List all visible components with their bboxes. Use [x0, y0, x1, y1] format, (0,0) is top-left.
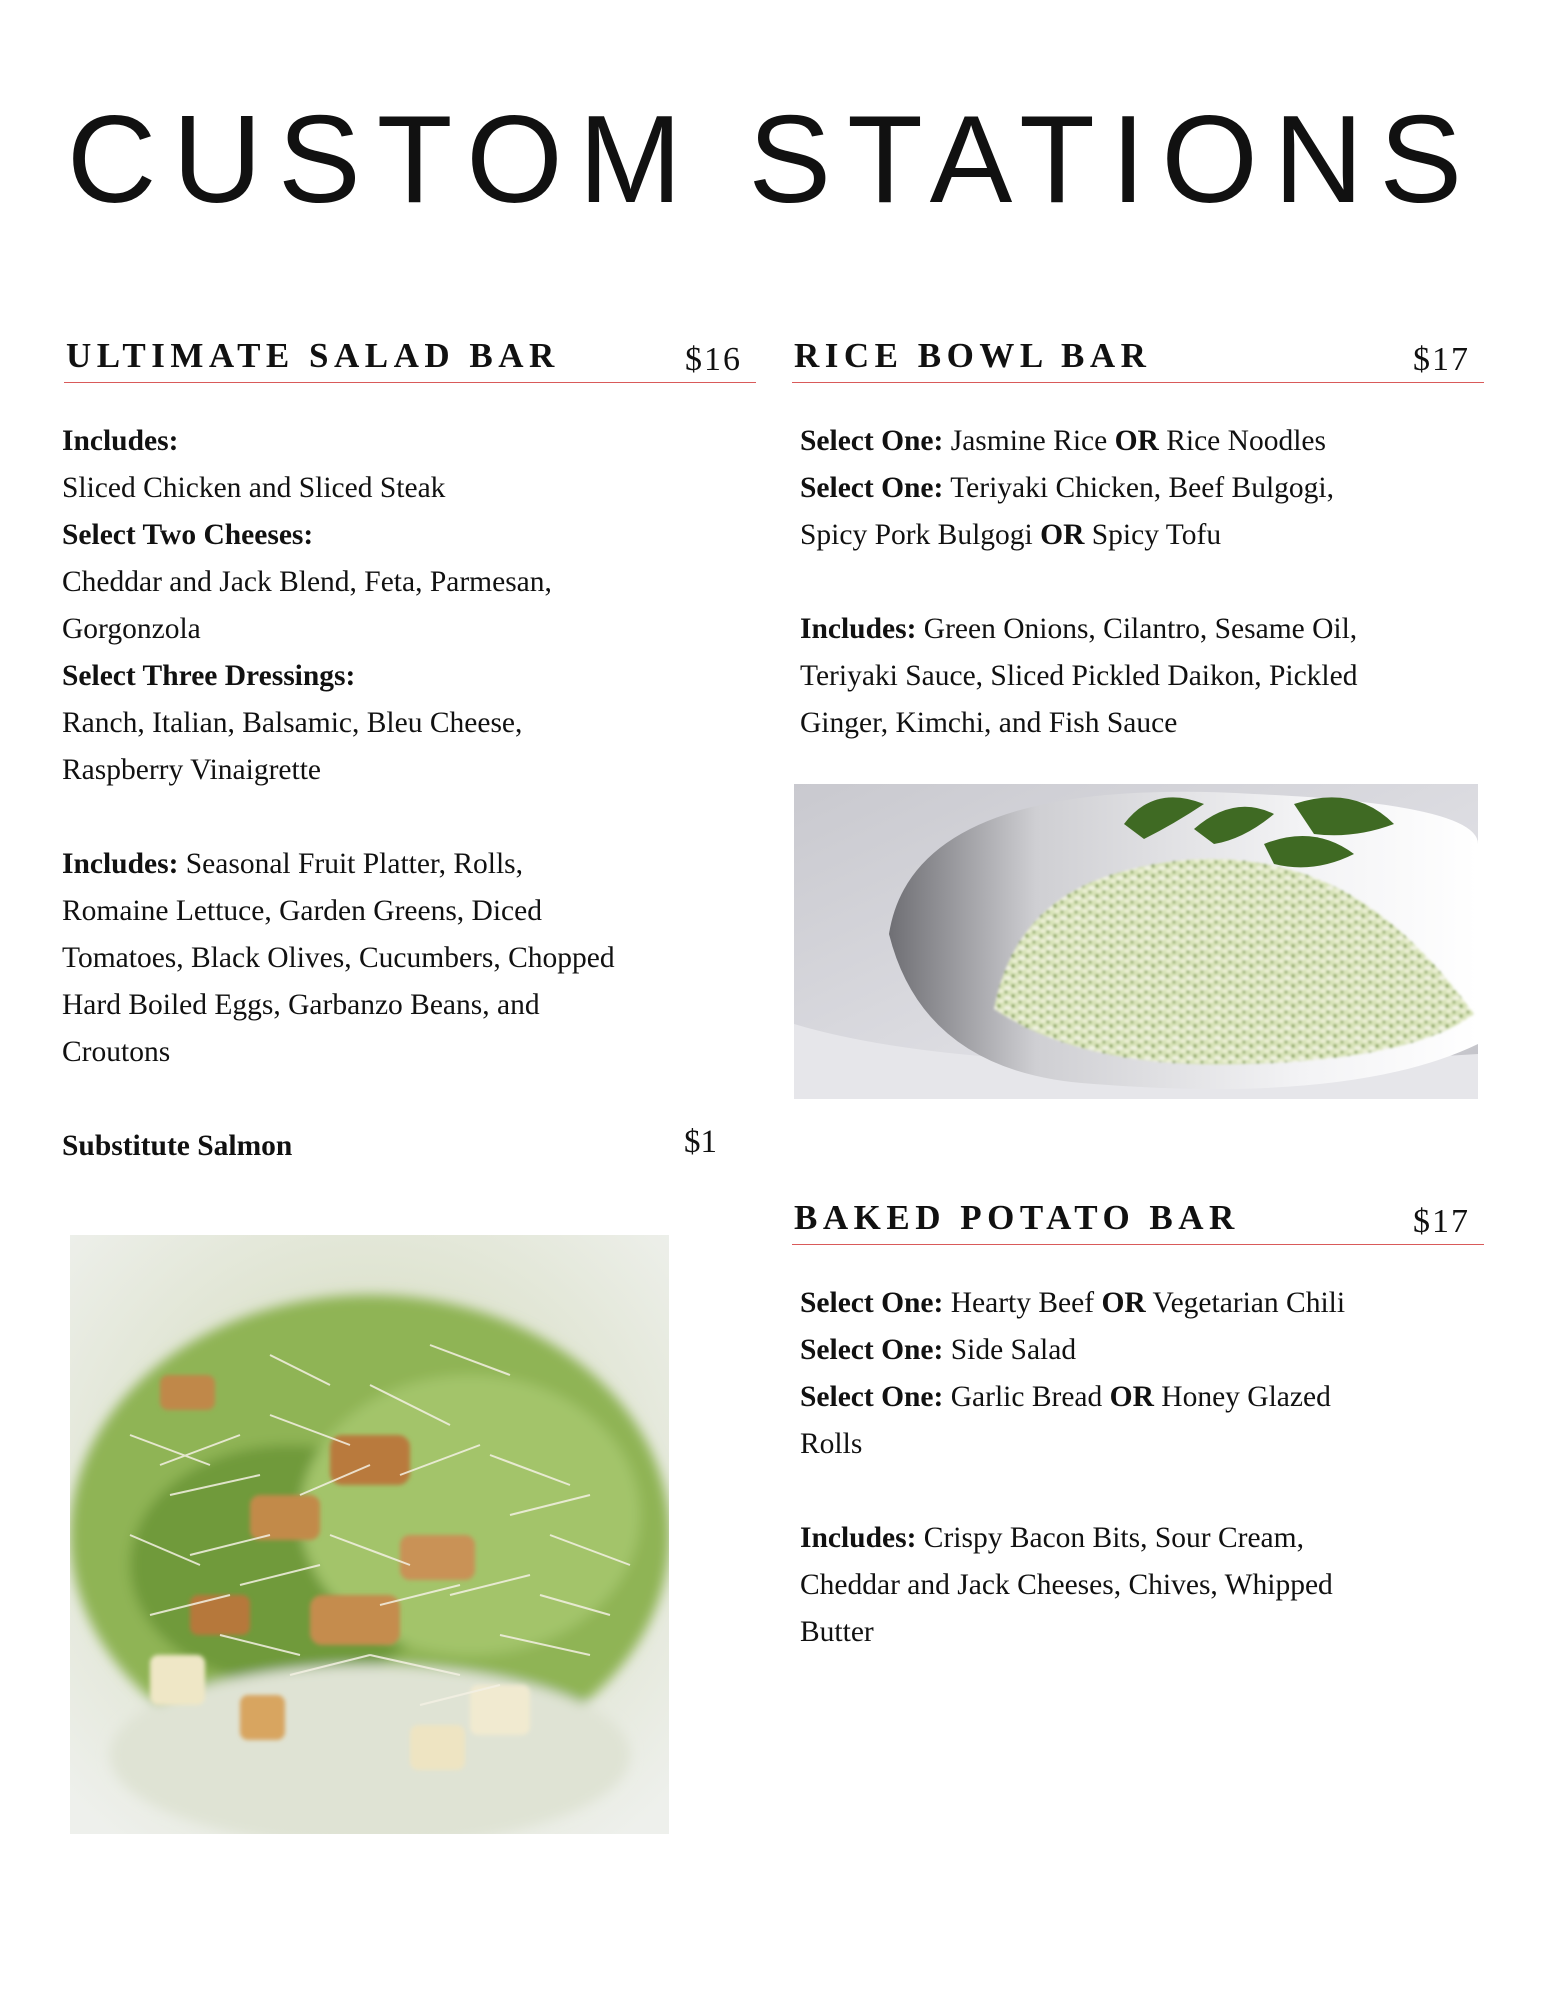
salad-includes2-line: Romaine Lettuce, Garden Greens, Diced	[62, 895, 542, 927]
rice-select-label: Select One:	[800, 425, 944, 457]
potato-includes-line: Butter	[800, 1616, 874, 1648]
potato-includes-text: Crispy Bacon Bits, Sour Cream,	[916, 1522, 1304, 1554]
rice-or: OR	[1114, 425, 1159, 457]
salad-includes2-text: Seasonal Fruit Platter, Rolls,	[178, 848, 523, 880]
potato-select-label: Select One:	[800, 1287, 944, 1319]
salad-includes2-line: Croutons	[62, 1036, 171, 1068]
potato-details	[800, 1280, 1480, 1656]
salad-price: $16	[685, 341, 742, 378]
rice-protein-text: Teriyaki Chicken, Beef Bulgogi,	[943, 472, 1335, 504]
salad-cheese-label: Select Two Cheeses:	[62, 519, 314, 551]
salad-includes2-label: Includes:	[62, 848, 179, 880]
salad-dressing-line: Ranch, Italian, Balsamic, Bleu Cheese,	[62, 707, 523, 739]
rice-includes-line: Teriyaki Sauce, Sliced Pickled Daikon, Pickled	[800, 660, 1358, 692]
potato-section-title: BAKED POTATO BAR	[794, 1198, 1240, 1237]
rice-select-label: Select One:	[800, 472, 944, 504]
salad-includes2-line: Tomatoes, Black Olives, Cucumbers, Chopped	[62, 942, 615, 974]
rice-protein-text: Spicy Pork Bulgogi	[800, 519, 1041, 551]
salad-cheese-line: Gorgonzola	[62, 613, 201, 645]
rice-includes-line: Ginger, Kimchi, and Fish Sauce	[800, 707, 1178, 739]
rice-includes-text: Green Onions, Cilantro, Sesame Oil,	[916, 613, 1358, 645]
salad-dressing-line: Raspberry Vinaigrette	[62, 754, 322, 786]
rice-protein-text: Spicy Tofu	[1084, 519, 1222, 551]
salad-dressing-label: Select Three Dressings:	[62, 660, 356, 692]
potato-divider	[792, 1244, 1484, 1245]
potato-includes-line: Cheddar and Jack Cheeses, Chives, Whipped	[800, 1569, 1333, 1601]
salad-includes-label: Includes:	[62, 425, 179, 457]
potato-option-text: Garlic Bread	[943, 1381, 1110, 1413]
potato-select-label: Select One:	[800, 1334, 944, 1366]
caesar-salad-photo	[70, 1235, 669, 1834]
salad-cheese-line: Cheddar and Jack Blend, Feta, Parmesan,	[62, 566, 552, 598]
page-title: CUSTOM STATIONS	[66, 91, 1479, 229]
substitute-salmon-price: $1	[684, 1124, 717, 1160]
rice-section-header	[792, 332, 1484, 380]
salad-divider	[64, 382, 756, 383]
rice-details	[800, 418, 1480, 747]
potato-includes-label: Includes:	[800, 1522, 917, 1554]
salad-section-title: ULTIMATE SALAD BAR	[66, 336, 560, 375]
rice-includes-label: Includes:	[800, 613, 917, 645]
rice-divider	[792, 382, 1484, 383]
potato-option-text: Rolls	[800, 1428, 863, 1460]
potato-select-label: Select One:	[800, 1381, 944, 1413]
potato-section-header	[792, 1194, 1484, 1242]
rice-option-text: Rice Noodles	[1158, 425, 1326, 457]
rice-option-text: Jasmine Rice	[943, 425, 1115, 457]
potato-or: OR	[1101, 1287, 1146, 1319]
potato-option-text: Honey Glazed	[1153, 1381, 1331, 1413]
rice-price: $17	[1413, 341, 1470, 378]
potato-option-text: Side Salad	[943, 1334, 1077, 1366]
substitute-salmon-label: Substitute Salmon	[62, 1130, 293, 1162]
potato-or: OR	[1109, 1381, 1154, 1413]
salad-includes2-line: Hard Boiled Eggs, Garbanzo Beans, and	[62, 989, 540, 1021]
salad-details	[62, 418, 742, 1170]
rice-section-title: RICE BOWL BAR	[794, 336, 1152, 375]
rice-or: OR	[1040, 519, 1085, 551]
salad-section-header	[64, 332, 756, 380]
potato-price: $17	[1413, 1203, 1470, 1240]
rice-bowl-photo	[794, 784, 1478, 1099]
potato-option-text: Vegetarian Chili	[1145, 1287, 1346, 1319]
potato-option-text: Hearty Beef	[943, 1287, 1102, 1319]
salad-includes-text: Sliced Chicken and Sliced Steak	[62, 472, 446, 504]
